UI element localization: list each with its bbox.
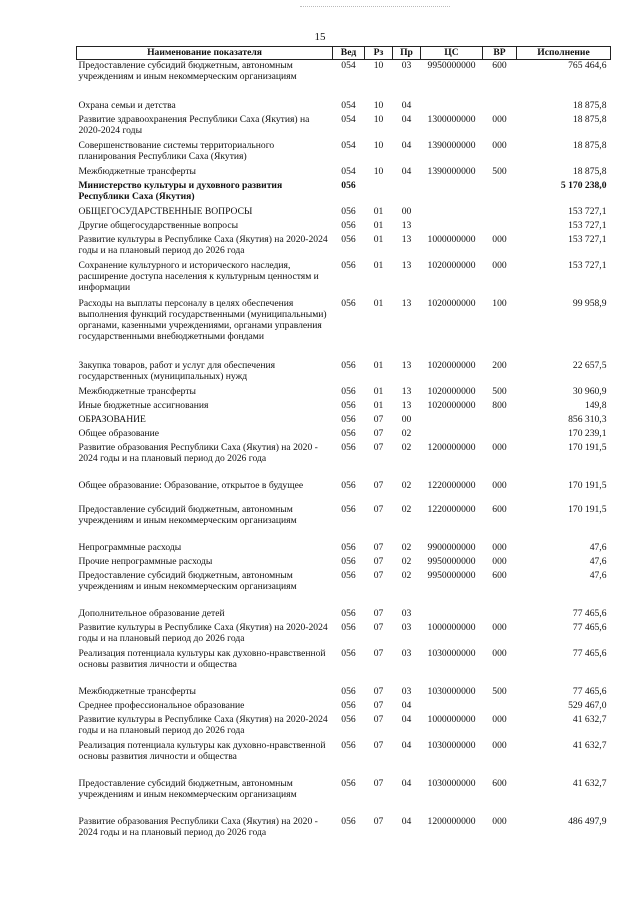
row-cs: 1000000000 bbox=[427, 622, 476, 633]
table-row bbox=[77, 608, 611, 622]
row-name: Предоставление субсидий бюджетным, автономным учреждениям и иным некоммерческим организациям bbox=[78, 504, 297, 527]
row-name: Иные бюджетные ассигнования bbox=[78, 400, 209, 411]
row-pr: 04 bbox=[401, 114, 412, 125]
row-ved: 056 bbox=[341, 714, 356, 725]
row-ved: 056 bbox=[341, 206, 356, 217]
row-vr: 000 bbox=[492, 816, 507, 827]
row-cs bbox=[421, 220, 483, 234]
row-ved: 056 bbox=[341, 556, 356, 567]
row-pr: 13 bbox=[401, 220, 412, 231]
row-ved: 056 bbox=[341, 260, 356, 271]
table-row bbox=[77, 234, 611, 260]
header-ved: Вед bbox=[333, 47, 365, 60]
row-pr: 13 bbox=[401, 386, 412, 397]
row-vr: 000 bbox=[492, 714, 507, 725]
row-pr: 13 bbox=[401, 234, 412, 245]
row-ved: 054 bbox=[341, 140, 356, 151]
row-amount: 77 465,6 bbox=[572, 608, 607, 619]
header-pr: Пр bbox=[393, 47, 421, 60]
row-vr: 500 bbox=[492, 386, 507, 397]
row-vr bbox=[483, 180, 517, 206]
row-amount: 41 632,7 bbox=[572, 714, 607, 725]
row-ved: 056 bbox=[341, 504, 356, 515]
row-amount: 18 875,8 bbox=[572, 140, 607, 151]
row-vr: 000 bbox=[492, 114, 507, 125]
row-name: Межбюджетные трансферты bbox=[78, 686, 196, 697]
row-amount: 41 632,7 bbox=[572, 778, 607, 789]
row-ved: 056 bbox=[341, 622, 356, 633]
row-ved: 056 bbox=[341, 428, 356, 439]
row-rz: 07 bbox=[373, 740, 384, 751]
row-amount: 30 960,9 bbox=[572, 386, 607, 397]
row-rz: 07 bbox=[373, 542, 384, 553]
row-pr: 02 bbox=[401, 542, 412, 553]
row-ved: 056 bbox=[341, 360, 356, 371]
row-ved: 056 bbox=[341, 686, 356, 697]
row-pr: 13 bbox=[401, 260, 412, 271]
table-row bbox=[77, 400, 611, 414]
row-name: Развитие культуры в Республике Саха (Якутия) на 2020-2024 годы и на плановый период до 2026 года bbox=[78, 622, 328, 645]
row-rz: 10 bbox=[365, 60, 393, 101]
header-cs: ЦС bbox=[421, 47, 483, 60]
row-vr bbox=[483, 100, 517, 114]
row-vr: 000 bbox=[492, 556, 507, 567]
table-row bbox=[77, 570, 611, 608]
row-cs: 9950000000 bbox=[421, 60, 483, 101]
row-rz: 10 bbox=[373, 114, 384, 125]
row-rz: 01 bbox=[373, 298, 384, 309]
row-amount: 149,8 bbox=[584, 400, 607, 411]
row-ved: 056 bbox=[341, 740, 356, 751]
row-pr: 13 bbox=[401, 360, 412, 371]
row-amount: 5 170 238,0 bbox=[560, 180, 607, 191]
table-row bbox=[77, 298, 611, 360]
row-pr: 02 bbox=[401, 480, 412, 491]
row-pr: 03 bbox=[401, 608, 412, 619]
row-cs: 1300000000 bbox=[427, 114, 476, 125]
page-number: 15 bbox=[314, 31, 326, 43]
row-ved: 054 bbox=[333, 60, 365, 101]
table-row bbox=[77, 556, 611, 570]
row-vr: 800 bbox=[492, 400, 507, 411]
header-amount: Исполнение bbox=[517, 47, 611, 60]
row-amount: 170 239,1 bbox=[568, 428, 607, 439]
row-ved: 056 bbox=[341, 542, 356, 553]
row-amount: 18 875,8 bbox=[572, 114, 607, 125]
header-name: Наименование показателя bbox=[77, 47, 333, 60]
row-rz: 07 bbox=[373, 700, 384, 711]
table-row bbox=[77, 648, 611, 686]
row-cs: 1020000000 bbox=[427, 360, 476, 371]
row-vr: 100 bbox=[492, 298, 507, 309]
row-vr: 600 bbox=[492, 504, 507, 515]
table-row bbox=[77, 414, 611, 428]
row-pr: 03 bbox=[401, 648, 412, 659]
row-rz: 07 bbox=[373, 442, 384, 453]
row-vr: 500 bbox=[492, 166, 507, 177]
row-cs: 1020000000 bbox=[427, 298, 476, 309]
row-name: Межбюджетные трансферты bbox=[78, 386, 196, 397]
row-rz: 07 bbox=[373, 778, 384, 789]
row-ved: 056 bbox=[341, 220, 356, 231]
row-name: Реализация потенциала культуры как духовно-нравственной основы развития личности и общества bbox=[78, 740, 326, 763]
row-amount: 153 727,1 bbox=[568, 234, 607, 245]
table-row bbox=[77, 622, 611, 648]
row-pr: 03 bbox=[393, 60, 421, 101]
row-amount: 170 191,5 bbox=[568, 480, 607, 491]
row-name: Совершенствование системы территориального планирования Республики Саха (Якутия) bbox=[78, 140, 275, 163]
row-vr bbox=[483, 206, 517, 220]
row-amount: 77 465,6 bbox=[572, 648, 607, 659]
row-rz: 01 bbox=[373, 234, 384, 245]
row-name: Предоставление субсидий бюджетным, автономным учреждениям и иным некоммерческим организациям bbox=[78, 778, 297, 801]
row-name: Развитие культуры в Республике Саха (Якутия) на 2020-2024 годы и на плановый период до 2026 года bbox=[78, 234, 328, 257]
table-row bbox=[77, 206, 611, 220]
scan-artifact bbox=[300, 6, 450, 10]
row-rz: 07 bbox=[373, 816, 384, 827]
row-rz: 10 bbox=[373, 100, 384, 111]
row-pr: 04 bbox=[401, 778, 412, 789]
row-ved: 054 bbox=[341, 114, 356, 125]
row-vr: 000 bbox=[492, 480, 507, 491]
row-cs: 9950000000 bbox=[427, 570, 476, 581]
table-row bbox=[77, 686, 611, 700]
row-rz: 07 bbox=[373, 480, 384, 491]
row-pr: 04 bbox=[401, 740, 412, 751]
row-ved: 056 bbox=[341, 570, 356, 581]
row-cs bbox=[421, 414, 483, 428]
row-rz: 07 bbox=[373, 622, 384, 633]
table-row bbox=[77, 166, 611, 180]
row-name: Межбюджетные трансферты bbox=[78, 166, 196, 177]
table-row bbox=[77, 260, 611, 298]
row-vr bbox=[483, 428, 517, 442]
row-pr: 04 bbox=[401, 140, 412, 151]
row-name: Другие общегосударственные вопросы bbox=[78, 220, 239, 231]
row-ved: 056 bbox=[341, 816, 356, 827]
header-row bbox=[77, 47, 611, 60]
table-header bbox=[77, 47, 611, 60]
row-amount: 153 727,1 bbox=[568, 220, 607, 231]
row-name: Развитие образования Республики Саха (Якутия) на 2020 - 2024 годы и на плановый период до 2026 года bbox=[78, 442, 318, 465]
row-vr: 000 bbox=[492, 260, 507, 271]
row-cs: 1020000000 bbox=[427, 400, 476, 411]
row-ved: 056 bbox=[341, 480, 356, 491]
row-cs: 1390000000 bbox=[427, 166, 476, 177]
row-pr: 04 bbox=[401, 714, 412, 725]
row-rz: 01 bbox=[373, 220, 384, 231]
row-ved: 056 bbox=[341, 298, 356, 309]
row-name: Развитие культуры в Республике Саха (Якутия) на 2020-2024 годы и на плановый период до 2026 года bbox=[78, 714, 328, 737]
row-rz: 10 bbox=[373, 140, 384, 151]
table-row bbox=[77, 360, 611, 386]
row-ved: 056 bbox=[341, 180, 356, 191]
row-name: Реализация потенциала культуры как духовно-нравственной основы развития личности и общества bbox=[78, 648, 326, 671]
row-cs: 9900000000 bbox=[427, 542, 476, 553]
row-ved: 056 bbox=[341, 400, 356, 411]
row-pr: 02 bbox=[401, 504, 412, 515]
row-amount: 47,6 bbox=[589, 556, 607, 567]
row-cs bbox=[421, 608, 483, 622]
row-vr: 000 bbox=[492, 740, 507, 751]
row-rz: 07 bbox=[373, 686, 384, 697]
row-name: Охрана семьи и детства bbox=[78, 100, 176, 111]
row-rz: 07 bbox=[373, 714, 384, 725]
table-row bbox=[77, 428, 611, 442]
row-name: Развитие здравоохранения Республики Саха (Якутия) на 2020-2024 годы bbox=[78, 114, 310, 137]
row-name: Общее образование bbox=[78, 428, 160, 439]
table-row bbox=[77, 740, 611, 778]
row-rz: 01 bbox=[373, 400, 384, 411]
table-body bbox=[77, 60, 611, 843]
row-vr: 000 bbox=[492, 622, 507, 633]
row-cs: 1030000000 bbox=[427, 778, 476, 789]
table-row bbox=[77, 442, 611, 480]
row-vr bbox=[483, 414, 517, 428]
row-name: ОБЩЕГОСУДАРСТВЕННЫЕ ВОПРОСЫ bbox=[78, 206, 253, 217]
table-row bbox=[77, 114, 611, 140]
row-cs: 1220000000 bbox=[427, 504, 476, 515]
row-vr bbox=[483, 700, 517, 714]
row-ved: 054 bbox=[341, 100, 356, 111]
row-name: Предоставление субсидий бюджетным, автономным учреждениям и иным некоммерческим организациям bbox=[77, 60, 333, 101]
row-cs bbox=[421, 206, 483, 220]
row-cs: 1030000000 bbox=[427, 648, 476, 659]
row-name: Среднее профессиональное образование bbox=[78, 700, 245, 711]
row-vr: 000 bbox=[492, 542, 507, 553]
row-pr: 02 bbox=[401, 428, 412, 439]
row-rz: 07 bbox=[373, 608, 384, 619]
table-row bbox=[77, 816, 611, 842]
table-row bbox=[77, 386, 611, 400]
row-name: Закупка товаров, работ и услуг для обеспечения государственных (муниципальных) нужд bbox=[78, 360, 276, 383]
row-ved: 056 bbox=[341, 234, 356, 245]
row-pr: 04 bbox=[401, 700, 412, 711]
row-cs: 1220000000 bbox=[427, 480, 476, 491]
row-vr: 200 bbox=[492, 360, 507, 371]
table-row bbox=[77, 180, 611, 206]
row-name: Общее образование: Образование, открытое в будущее bbox=[78, 480, 304, 491]
row-ved: 054 bbox=[341, 166, 356, 177]
row-amount: 99 958,9 bbox=[572, 298, 607, 309]
row-cs: 1200000000 bbox=[427, 816, 476, 827]
row-rz: 10 bbox=[373, 166, 384, 177]
row-rz: 07 bbox=[373, 648, 384, 659]
row-ved: 056 bbox=[341, 700, 356, 711]
row-vr: 000 bbox=[492, 442, 507, 453]
row-amount: 77 465,6 bbox=[572, 622, 607, 633]
row-vr: 600 bbox=[492, 570, 507, 581]
row-rz: 07 bbox=[373, 428, 384, 439]
row-rz: 01 bbox=[373, 360, 384, 371]
row-cs: 1030000000 bbox=[427, 740, 476, 751]
header-rz: Рз bbox=[365, 47, 393, 60]
row-name: Министерство культуры и духовного развития Республики Саха (Якутия) bbox=[78, 180, 283, 203]
row-vr: 000 bbox=[492, 140, 507, 151]
table-row bbox=[77, 140, 611, 166]
row-vr: 000 bbox=[492, 648, 507, 659]
row-amount: 529 467,0 bbox=[568, 700, 607, 711]
row-rz: 07 bbox=[373, 556, 384, 567]
row-pr: 13 bbox=[401, 298, 412, 309]
row-cs: 1000000000 bbox=[427, 234, 476, 245]
table-row bbox=[77, 60, 611, 101]
row-name: Непрограммные расходы bbox=[78, 542, 182, 553]
row-pr: 04 bbox=[401, 100, 412, 111]
row-vr: 000 bbox=[492, 234, 507, 245]
row-amount: 765 464,6 bbox=[517, 60, 611, 101]
row-ved: 056 bbox=[341, 386, 356, 397]
row-rz: 07 bbox=[373, 504, 384, 515]
row-cs: 1020000000 bbox=[427, 260, 476, 271]
row-name: Предоставление субсидий бюджетным, автономным учреждениям и иным некоммерческим организациям bbox=[78, 570, 297, 593]
row-vr bbox=[483, 220, 517, 234]
table-row bbox=[77, 714, 611, 740]
row-vr: 600 bbox=[483, 60, 517, 101]
row-cs: 1020000000 bbox=[427, 386, 476, 397]
row-amount: 153 727,1 bbox=[568, 206, 607, 217]
row-vr: 600 bbox=[492, 778, 507, 789]
row-amount: 170 191,5 bbox=[568, 504, 607, 515]
row-rz bbox=[365, 180, 393, 206]
row-name: ОБРАЗОВАНИЕ bbox=[78, 414, 146, 425]
row-rz: 01 bbox=[373, 260, 384, 271]
row-name: Сохранение культурного и исторического наследия, расширение доступа населения к культурным ценностям и информации bbox=[78, 260, 319, 294]
row-pr: 02 bbox=[401, 556, 412, 567]
row-cs bbox=[421, 428, 483, 442]
row-pr bbox=[393, 180, 421, 206]
row-rz: 07 bbox=[373, 414, 384, 425]
row-amount: 18 875,8 bbox=[572, 100, 607, 111]
row-cs: 1000000000 bbox=[427, 714, 476, 725]
row-amount: 41 632,7 bbox=[572, 740, 607, 751]
row-ved: 056 bbox=[341, 778, 356, 789]
table-row bbox=[77, 220, 611, 234]
row-cs: 1030000000 bbox=[427, 686, 476, 697]
row-name: Развитие образования Республики Саха (Якутия) на 2020 - 2024 годы и на плановый период до 2026 года bbox=[78, 816, 318, 839]
row-name: Дополнительное образование детей bbox=[78, 608, 225, 619]
row-cs: 1200000000 bbox=[427, 442, 476, 453]
row-name: Прочие непрограммные расходы bbox=[78, 556, 213, 567]
row-pr: 00 bbox=[401, 206, 412, 217]
table-row bbox=[77, 778, 611, 816]
row-rz: 01 bbox=[373, 386, 384, 397]
row-amount: 47,6 bbox=[589, 570, 607, 581]
row-amount: 77 465,6 bbox=[572, 686, 607, 697]
row-cs: 1390000000 bbox=[427, 140, 476, 151]
row-vr: 500 bbox=[492, 686, 507, 697]
row-ved: 056 bbox=[341, 608, 356, 619]
row-amount: 22 657,5 bbox=[572, 360, 607, 371]
budget-table bbox=[76, 46, 611, 842]
row-pr: 02 bbox=[401, 570, 412, 581]
row-amount: 18 875,8 bbox=[572, 166, 607, 177]
header-vr: ВР bbox=[483, 47, 517, 60]
row-amount: 153 727,1 bbox=[568, 260, 607, 271]
table-row bbox=[77, 504, 611, 542]
row-pr: 03 bbox=[401, 686, 412, 697]
row-cs bbox=[421, 180, 483, 206]
row-pr: 00 bbox=[401, 414, 412, 425]
table-row bbox=[77, 700, 611, 714]
row-name: Расходы на выплаты персоналу в целях обеспечения выполнения функций государственными (муниципальными) органами, казенными учреждениями, органами управления государственными внебюджетными фондами bbox=[78, 298, 327, 343]
row-pr: 04 bbox=[401, 166, 412, 177]
row-cs bbox=[421, 700, 483, 714]
row-vr bbox=[483, 608, 517, 622]
row-amount: 170 191,5 bbox=[568, 442, 607, 453]
row-cs: 9950000000 bbox=[427, 556, 476, 567]
row-ved: 056 bbox=[341, 414, 356, 425]
table-row bbox=[77, 480, 611, 504]
table-row bbox=[77, 542, 611, 556]
row-rz: 01 bbox=[373, 206, 384, 217]
row-pr: 13 bbox=[401, 400, 412, 411]
row-ved: 056 bbox=[341, 648, 356, 659]
row-pr: 03 bbox=[401, 622, 412, 633]
table-row bbox=[77, 100, 611, 114]
row-amount: 47,6 bbox=[589, 542, 607, 553]
row-pr: 02 bbox=[401, 442, 412, 453]
row-pr: 04 bbox=[401, 816, 412, 827]
row-amount: 856 310,3 bbox=[568, 414, 607, 425]
row-cs bbox=[421, 100, 483, 114]
row-amount: 486 497,9 bbox=[568, 816, 607, 827]
row-rz: 07 bbox=[373, 570, 384, 581]
row-ved: 056 bbox=[341, 442, 356, 453]
